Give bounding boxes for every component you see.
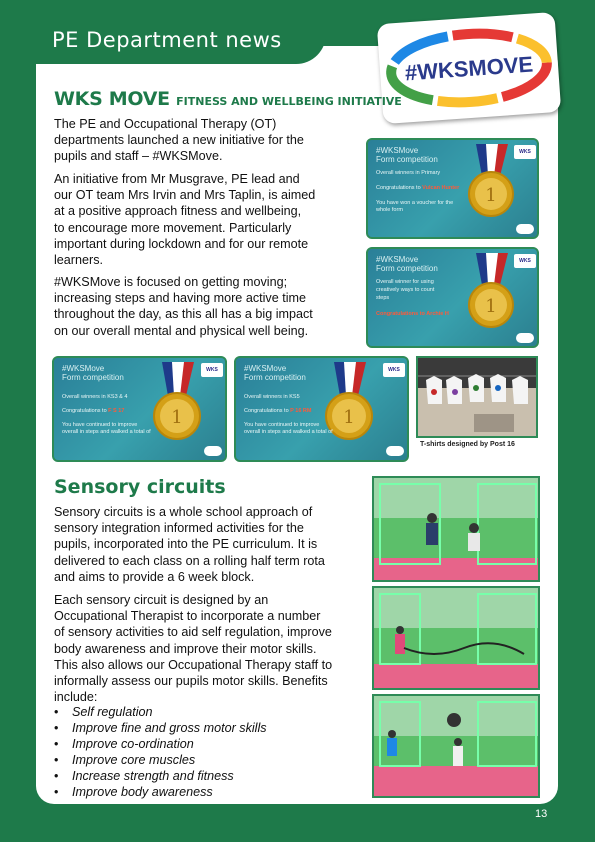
cert-line: overall in steps and walked a total of bbox=[62, 429, 151, 435]
cert-congrats: Congratulations to bbox=[62, 408, 109, 414]
text-line: delivered to each class on a rolling half term rota bbox=[54, 553, 325, 568]
wks-badge: WKS bbox=[514, 254, 536, 268]
cert-title-line1: #WKSMove bbox=[244, 364, 287, 373]
text-line: This also allows our Occupational Therapy staff to bbox=[54, 657, 333, 672]
wks-badge: WKS bbox=[514, 145, 536, 159]
cert-congrats: Congratulations to bbox=[376, 185, 423, 191]
text-line: to encourage more movement. Particularly bbox=[54, 220, 292, 235]
cert-title-line1: #WKSMove bbox=[376, 146, 419, 155]
text-line: include: bbox=[54, 690, 98, 705]
wks-badge: WKS bbox=[383, 363, 405, 377]
sensory-photo-3 bbox=[372, 694, 540, 798]
text-line: learners. bbox=[54, 253, 103, 268]
cert-winner: Congratulations to Archie H bbox=[376, 311, 449, 317]
article-title-main: WKS MOVE bbox=[54, 88, 170, 110]
article-title bbox=[54, 88, 402, 110]
cert-line: You have won a voucher for the bbox=[376, 200, 454, 206]
cert-title-line1: #WKSMove bbox=[376, 255, 419, 264]
cert-line bbox=[62, 408, 124, 414]
cert-congrats: Congratulations to bbox=[244, 408, 291, 414]
text-line: and aims to provide a 6 week block. bbox=[54, 569, 255, 584]
sensory-paragraph-1 bbox=[54, 504, 325, 585]
svg-text:1: 1 bbox=[343, 407, 355, 428]
cert-line: Overall winners in Primary bbox=[376, 170, 441, 176]
cert-winner: Vulcan Hunter bbox=[422, 185, 460, 191]
article-title-sub: FITNESS AND WELLBEING INITIATIVE bbox=[176, 95, 402, 108]
text-line: our OT team Mrs Irvin and Mrs Taplin, is aimed bbox=[54, 188, 316, 203]
cert-winner: P 16 RM bbox=[290, 408, 312, 414]
cert-line bbox=[376, 185, 459, 191]
benefit-item: • Increase strength and fitness bbox=[54, 768, 267, 784]
cert-line bbox=[244, 408, 311, 414]
benefit-item: • Self regulation bbox=[54, 704, 267, 720]
sports-court-image bbox=[374, 696, 540, 798]
sensory-photo-2 bbox=[372, 586, 540, 690]
benefit-item: • Improve co-ordination bbox=[54, 736, 267, 752]
certificate-creative bbox=[366, 247, 539, 348]
cert-title bbox=[376, 255, 438, 273]
sponsor-logo bbox=[386, 446, 404, 456]
cert-line: Overall winners in KS5 bbox=[244, 394, 300, 400]
cert-title-line1: #WKSMove bbox=[62, 364, 105, 373]
sponsor-logo bbox=[516, 333, 534, 343]
cert-line: creatively ways to count bbox=[376, 287, 435, 293]
text-line: of sensory activities to aid self regulation, improve bbox=[54, 625, 332, 640]
logo-text: #WKSMOVE bbox=[404, 51, 534, 86]
text-line: pupils, incorporated into the PE curriculum. It is bbox=[54, 537, 318, 552]
sports-court-image bbox=[374, 588, 540, 690]
text-line: body awareness and improve their motor skills. bbox=[54, 641, 317, 656]
certificate-primary bbox=[366, 138, 539, 239]
cert-line: steps bbox=[376, 295, 390, 301]
text-line: important during lockdown and for our remote bbox=[54, 236, 309, 251]
sponsor-logo bbox=[204, 446, 222, 456]
text-line: departments launched a new initiative for the bbox=[54, 133, 304, 148]
cert-title bbox=[376, 146, 438, 164]
text-line: pupils and staff – #WKSMove. bbox=[54, 149, 223, 164]
text-line: Occupational Therapist to incorporate a number bbox=[54, 609, 321, 624]
certificate-ks3-4 bbox=[52, 356, 227, 462]
text-line: throughout the day, as this all has a big impact bbox=[54, 307, 313, 322]
text-line: An initiative from Mr Musgrave, PE lead and bbox=[54, 172, 300, 186]
benefits-list bbox=[54, 704, 267, 800]
wks-badge: WKS bbox=[201, 363, 223, 377]
text-line: at a positive approach fitness and wellbeing, bbox=[54, 204, 302, 219]
sensory-paragraph-2 bbox=[54, 592, 332, 705]
tshirts-image bbox=[418, 358, 538, 438]
text-line: Sensory circuits is a whole school approach of bbox=[54, 505, 313, 519]
svg-text:1: 1 bbox=[485, 185, 497, 206]
wksmove-logo bbox=[377, 12, 562, 124]
text-line: increasing steps and having more active time bbox=[54, 291, 307, 306]
sponsor-logo bbox=[516, 224, 534, 234]
cert-line: You have continued to improve bbox=[62, 422, 138, 428]
article-paragraph-1 bbox=[54, 116, 304, 165]
wksmove-logo-ring-icon bbox=[377, 12, 562, 124]
sensory-title: Sensory circuits bbox=[54, 476, 226, 498]
page-number: 13 bbox=[535, 808, 548, 820]
text-line: on our overall mental and physical well being. bbox=[54, 323, 309, 338]
cert-title-line2: Form competition bbox=[244, 373, 306, 382]
text-line: #WKSMove is focused on getting moving; bbox=[54, 275, 288, 289]
benefit-item: • Improve body awareness bbox=[54, 784, 267, 800]
benefit-item: • Improve fine and gross motor skills bbox=[54, 720, 267, 736]
text-line: Each sensory circuit is designed by an bbox=[54, 593, 269, 607]
cert-line: Overall winner for using bbox=[376, 279, 434, 285]
svg-text:1: 1 bbox=[171, 407, 183, 428]
sensory-photo-1 bbox=[372, 476, 540, 582]
certificate-ks5 bbox=[234, 356, 409, 462]
cert-title-line2: Form competition bbox=[376, 155, 438, 164]
cert-title bbox=[244, 364, 306, 382]
benefit-item: • Improve core muscles bbox=[54, 752, 267, 768]
cert-line: whole form bbox=[376, 207, 403, 213]
tshirts-photo bbox=[416, 356, 538, 438]
svg-text:1: 1 bbox=[485, 296, 497, 317]
cert-title bbox=[62, 364, 124, 382]
text-line: sensory integration informed activities for the bbox=[54, 521, 304, 536]
tshirts-caption: T-shirts designed by Post 16 bbox=[420, 441, 515, 448]
article-paragraph-3 bbox=[54, 274, 313, 339]
cert-line: You have continued to improve bbox=[244, 422, 320, 428]
cert-line: Overall winners in KS3 & 4 bbox=[62, 394, 128, 400]
text-line: The PE and Occupational Therapy (OT) bbox=[54, 117, 277, 131]
sports-court-image bbox=[374, 478, 540, 582]
article-paragraph-2 bbox=[54, 171, 315, 268]
cert-title-line2: Form competition bbox=[376, 264, 438, 273]
cert-title-line2: Form competition bbox=[62, 373, 124, 382]
page-header-title: PE Department news bbox=[52, 28, 282, 52]
cert-line: overall in steps and walked a total of bbox=[244, 429, 333, 435]
text-line: informally assess our pupils motor skills. Benefits bbox=[54, 674, 328, 689]
cert-winner: F S 17 bbox=[108, 408, 125, 414]
